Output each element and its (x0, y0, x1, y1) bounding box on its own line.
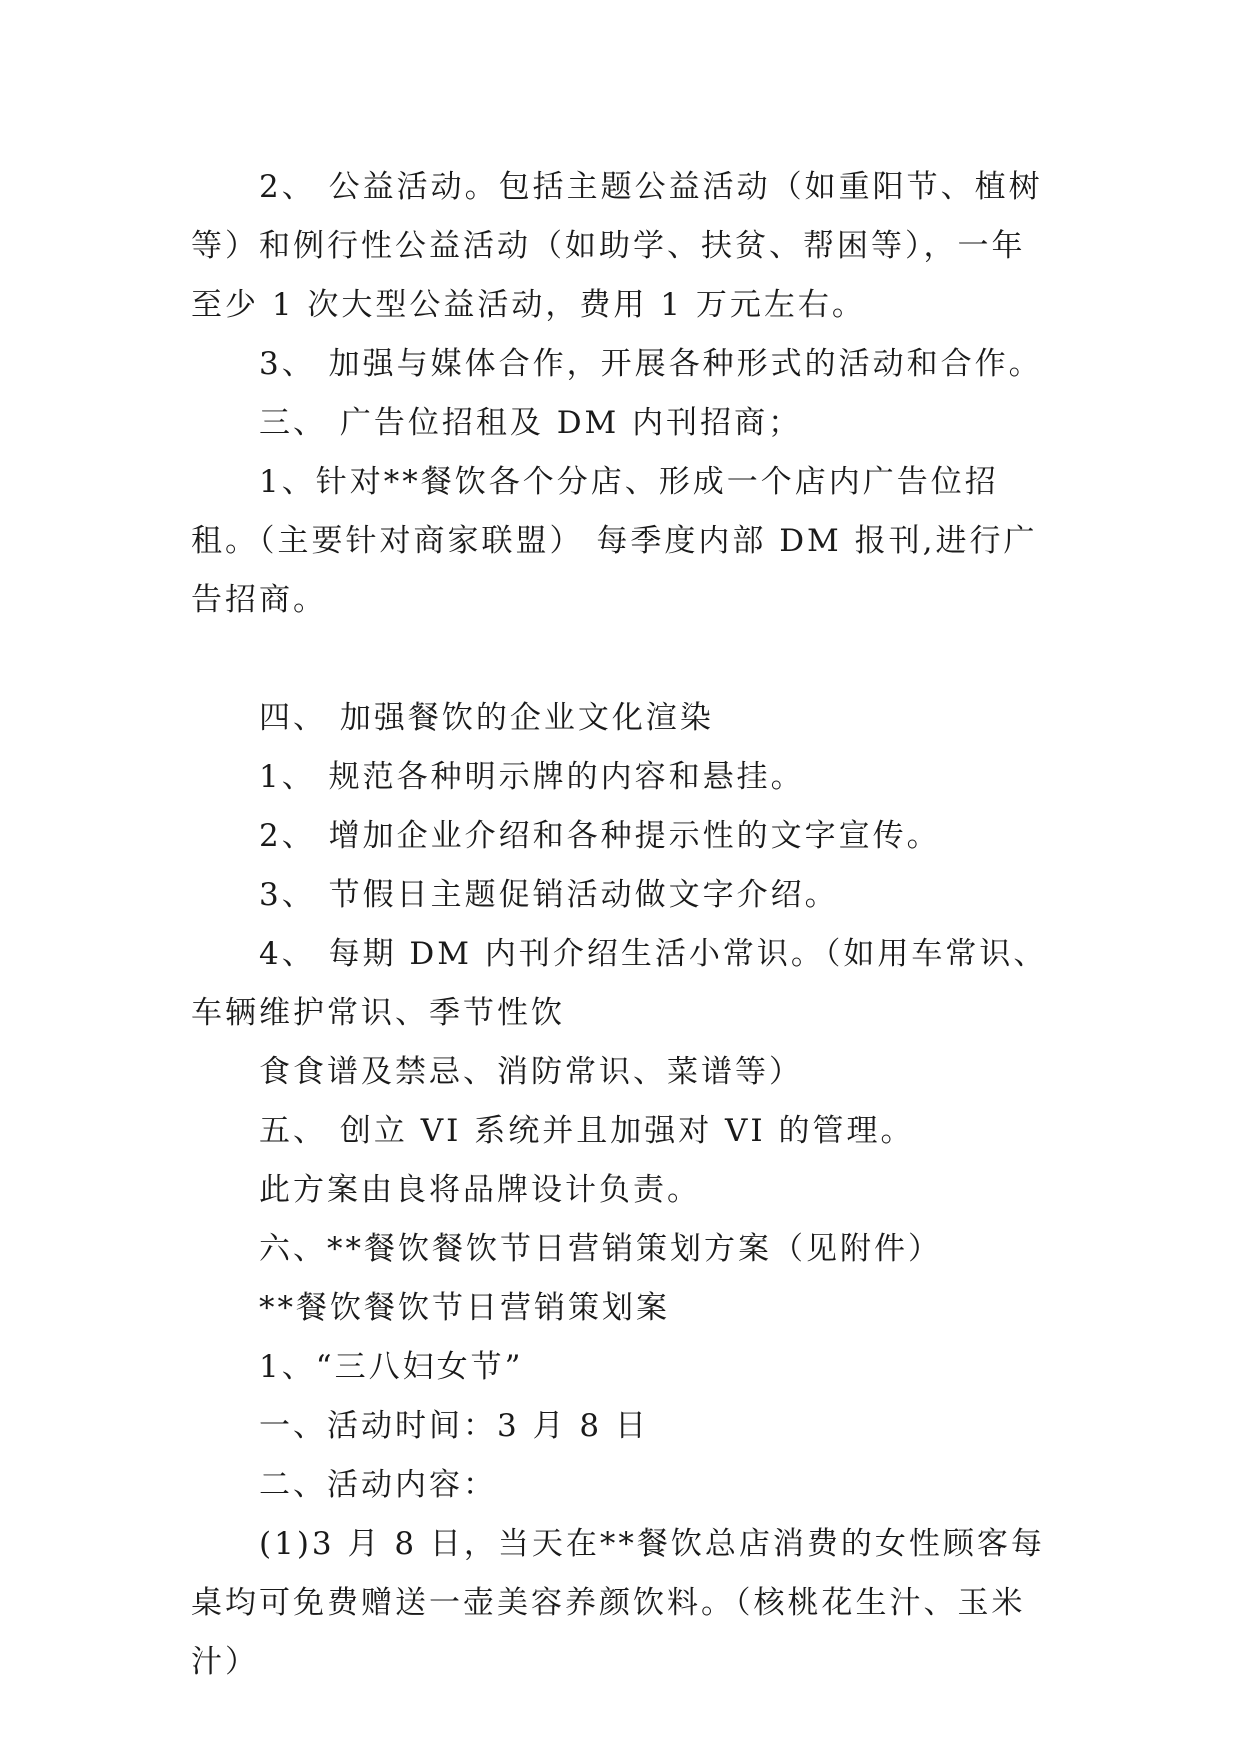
heading-section-four: 四、 加强餐饮的企业文化渲染 (259, 700, 714, 736)
activity-content-item-one: (1)3 月 8 日，当天在**餐饮总店消费的女性顾客每桌均可免费赠送一壶美容养颜饮料。（核桃花生汁、玉米汁） (191, 1526, 1045, 1680)
document-body (191, 158, 1055, 1692)
paragraph-public-welfare: 2、 公益活动。包括主题公益活动（如重阳节、植树等）和例行性公益活动（如助学、扶贫、帮困等），一年至少 1 次大型公益活动，费用 1 万元左右。 (191, 169, 1043, 323)
heading-section-three: 三、 广告位招租及 DM 内刊招商； (259, 405, 803, 441)
list-item-dm-tips: 4、 每期 DM 内刊介绍生活小常识。（如用车常识、车辆维护常识、季节性饮 (191, 936, 1048, 1031)
heading-section-five: 五、 创立 VI 系统并且加强对 VI 的管理。 (259, 1113, 915, 1149)
paragraph-media-cooperation: 3、 加强与媒体合作，开展各种形式的活动和合作。 (259, 346, 1043, 382)
paragraph-spacer (191, 630, 1055, 689)
paragraph-ad-rental: 1、针对**餐饮各个分店、形成一个店内广告位招租。（主要针对商家联盟） 每季度内部 DM 报刊,进行广告招商。 (191, 464, 1038, 618)
list-item-introduction: 2、 增加企业介绍和各种提示性的文字宣传。 (259, 818, 941, 854)
heading-section-six: 六、**餐饮餐饮节日营销策划方案（见附件） (259, 1231, 942, 1267)
holiday-title-womens-day: 1、“三八妇女节” (259, 1349, 524, 1385)
list-item-dm-tips-continued: 食食谱及禁忌、消防常识、菜谱等） (259, 1054, 803, 1090)
activity-time: 一、活动时间：3 月 8 日 (259, 1408, 650, 1444)
activity-content-heading: 二、活动内容： (259, 1467, 497, 1503)
list-item-signage: 1、 规范各种明示牌的内容和悬挂。 (259, 759, 805, 795)
list-item-holiday-promo: 3、 节假日主题促销活动做文字介绍。 (259, 877, 839, 913)
paragraph-brand-design: 此方案由良将品牌设计负责。 (259, 1172, 701, 1208)
plan-title: **餐饮餐饮节日营销策划案 (259, 1290, 670, 1326)
